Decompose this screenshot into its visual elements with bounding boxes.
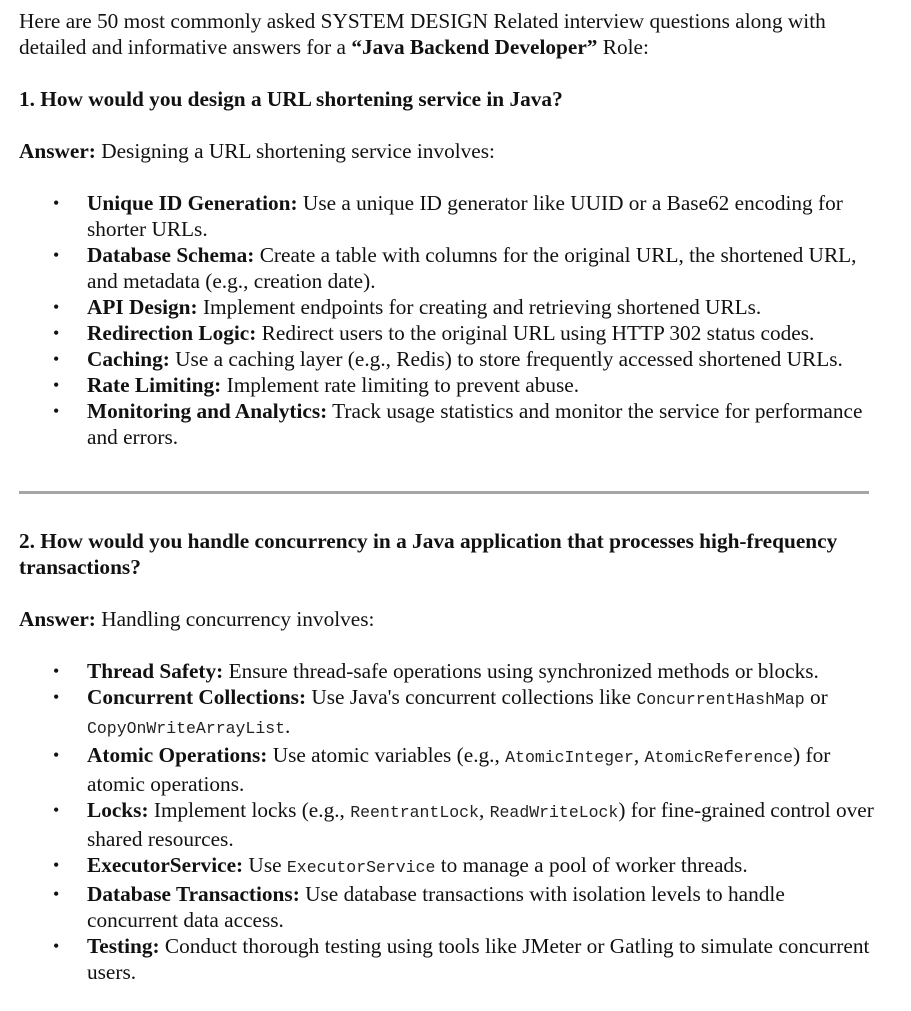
item-text: Use database transactions with isolation levels to handle concurrent data access.	[87, 882, 785, 932]
list-item	[53, 320, 879, 346]
answer-intro	[19, 606, 879, 632]
list-item	[53, 933, 879, 985]
item-text: Use atomic variables (e.g.,	[267, 743, 506, 767]
bullet-icon: •	[53, 375, 60, 395]
item-text: ,	[478, 798, 490, 822]
item-text: Use a caching layer (e.g., Redis) to store frequently accessed shortened URLs.	[169, 347, 843, 371]
item-term: API Design:	[87, 295, 198, 319]
code-snippet: ReadWriteLock	[489, 803, 619, 822]
list-item	[53, 852, 879, 881]
bullet-icon: •	[53, 193, 60, 213]
bullet-icon: •	[53, 855, 60, 875]
item-term: Thread Safety:	[87, 659, 224, 683]
intro-paragraph	[19, 8, 879, 60]
list-item	[53, 398, 879, 450]
item-term: Concurrent Collections:	[87, 685, 307, 709]
item-text: Conduct thorough testing using tools like JMeter or Gatling to simulate concurrent users.	[87, 934, 870, 984]
item-term: Caching:	[87, 347, 170, 371]
bullet-icon: •	[53, 884, 60, 904]
list-item	[53, 372, 879, 398]
item-term: Monitoring and Analytics:	[87, 399, 328, 423]
item-text: .	[285, 714, 291, 738]
item-text: to manage a pool of worker threads.	[435, 853, 748, 877]
list-item	[53, 881, 879, 933]
item-text: Implement rate limiting to prevent abuse.	[221, 373, 580, 397]
bullet-icon: •	[53, 800, 60, 820]
answer-label: Answer:	[19, 139, 96, 163]
list-item	[53, 346, 879, 372]
bullet-icon: •	[53, 323, 60, 343]
list-item	[53, 797, 879, 852]
question-heading: 1. How would you design a URL shortening service in Java?	[19, 87, 563, 111]
item-text: ,	[633, 743, 645, 767]
bullet-icon: •	[53, 349, 60, 369]
list-item	[53, 742, 879, 797]
answer-list	[19, 658, 879, 985]
item-term: Locks:	[87, 798, 149, 822]
question-1	[19, 86, 879, 450]
code-snippet: ConcurrentHashMap	[636, 690, 805, 709]
item-text: Here are 50 most commonly asked SYSTEM DESIGN Related interview questions along with detailed and informative answers for a	[19, 9, 826, 59]
list-item	[53, 684, 879, 742]
list-item	[53, 294, 879, 320]
item-text: Ensure thread-safe operations using synchronized methods or blocks.	[223, 659, 819, 683]
answer-intro	[19, 138, 879, 164]
code-snippet: ReentrantLock	[350, 803, 479, 822]
bullet-icon: •	[53, 245, 60, 265]
bullet-icon: •	[53, 661, 60, 681]
item-text: ) for atomic operations.	[87, 743, 831, 796]
code-snippet: ExecutorService	[286, 858, 436, 877]
list-item	[53, 190, 879, 242]
item-text: ) for fine-grained control over shared resources.	[87, 798, 874, 851]
document-page	[19, 8, 879, 985]
item-term: Redirection Logic:	[87, 321, 257, 345]
item-text: Role:	[597, 35, 649, 59]
answer-list	[19, 190, 879, 450]
item-text: Create a table with columns for the original URL, the shortened URL, and metadata (e.g., creation date).	[87, 243, 857, 293]
bullet-icon: •	[53, 687, 60, 707]
code-snippet: AtomicReference	[644, 748, 794, 767]
item-text: Use	[243, 853, 287, 877]
bullet-icon: •	[53, 297, 60, 317]
item-term: Testing:	[87, 934, 160, 958]
item-term: Rate Limiting:	[87, 373, 222, 397]
answer-text: Designing a URL shortening service involves:	[95, 139, 495, 163]
item-text: or	[804, 685, 828, 709]
bullet-icon: •	[53, 745, 60, 765]
item-text: Implement locks (e.g.,	[148, 798, 351, 822]
item-text: Redirect users to the original URL using HTTP 302 status codes.	[256, 321, 815, 345]
item-term: Unique ID Generation:	[87, 191, 298, 215]
item-term: “Java Backend Developer”	[351, 35, 598, 59]
list-item	[53, 658, 879, 684]
answer-label: Answer:	[19, 607, 96, 631]
item-text: Track usage statistics and monitor the service for performance and errors.	[87, 399, 863, 449]
code-snippet: AtomicInteger	[505, 748, 634, 767]
item-term: Database Schema:	[87, 243, 255, 267]
question-heading: 2. How would you handle concurrency in a Java application that processes high-frequency transactions?	[19, 529, 838, 579]
bullet-icon: •	[53, 401, 60, 421]
list-item	[53, 242, 879, 294]
item-text: Use Java's concurrent collections like	[306, 685, 637, 709]
item-term: Database Transactions:	[87, 882, 300, 906]
item-term: Atomic Operations:	[87, 743, 268, 767]
item-text: Implement endpoints for creating and retrieving shortened URLs.	[197, 295, 762, 319]
section-divider	[19, 491, 869, 494]
code-snippet: CopyOnWriteArrayList	[87, 719, 286, 738]
question-2	[19, 528, 879, 985]
item-term: ExecutorService:	[87, 853, 244, 877]
bullet-icon: •	[53, 936, 60, 956]
answer-text: Handling concurrency involves:	[95, 607, 375, 631]
item-text: Use a unique ID generator like UUID or a Base62 encoding for shorter URLs.	[87, 191, 843, 241]
